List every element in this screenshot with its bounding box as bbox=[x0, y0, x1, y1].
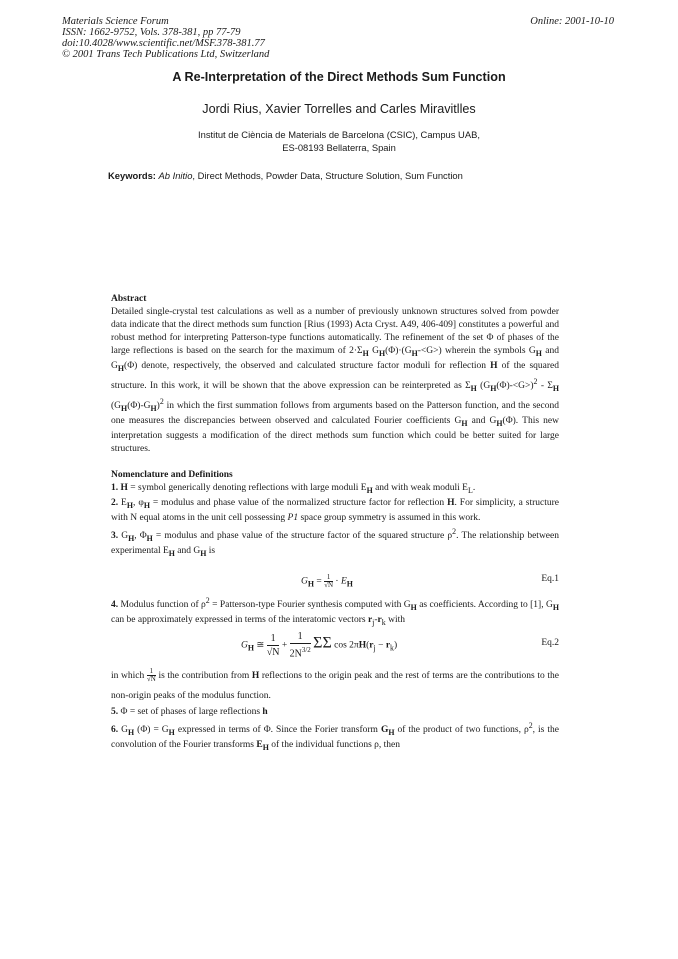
definition-4-block bbox=[111, 594, 559, 629]
affiliation bbox=[0, 128, 678, 154]
doi-link[interactable]: doi:10.4028/www.scientific.net/MSF.378-381.77 bbox=[62, 38, 265, 49]
nomenclature-section bbox=[111, 469, 559, 560]
affiliation-line-1: Institut de Ciència de Materials de Barcelona (CSIC), Campus UAB, bbox=[198, 129, 480, 140]
keywords-label: Keywords: bbox=[108, 170, 156, 181]
abstract-text: Detailed single-crystal test calculations as well as a number of previously unknown structures solved from powder data indicate that the direct methods sum function [Rius (1993) Acta Cryst. A49, 406-409] constitutes a powerful and robust method for interpreting Patterson-type functions automatically. The refinement of the set Φ of phases of the large reflections is based on the search for the maximum of $2\cdot\Sigma_H$ $G_H(\Phi)\cdot(G_H-<G>)$ wherein the symbols $G_H$ and $G_H(\Phi)$ denote, respectively, the observed and calculated structure factor moduli for reflection H of the squared structure. In this work, it will be shown that the above expression can be reinterpreted as $\Sigma_H$ $(G_H(\Phi)-<G>)^2 - \Sigma_H$ $(G_H(\Phi)-G_H)^2$ in which the first summation follows from arguments based on the Patterson function, and the second one measures the discrepancies between observed and calculated Fourier coefficients $G_H$ and $G_H(\Phi)$. This new interpretation suggests a modification of the direct methods sum function which could be better suited for large structures. bbox=[111, 307, 560, 454]
authors: Jordi Rius, Xavier Torrelles and Carles Miravitlles bbox=[202, 102, 476, 116]
definition-1: 1. H = symbol generically denoting reflections with large moduli $E_H$ and with weak moduli $E_L$. bbox=[111, 483, 476, 495]
running-header bbox=[62, 16, 269, 60]
definition-2: 2. $E_H$, $\varphi_H$ = modulus and phase value of the normalized structure factor for reflection H. For simplicity, a structure with N equal atoms in the unit cell possessing P1 space group symmetry is assumed in this work. bbox=[111, 497, 559, 523]
keywords bbox=[108, 170, 463, 181]
abstract-heading: Abstract bbox=[111, 294, 147, 304]
online-date: Online: 2001-10-10 bbox=[530, 16, 614, 27]
definitions-continued bbox=[111, 666, 559, 754]
equation-1-body: $G_H$ = $\frac{1}{√N}$ · $E_H$ bbox=[301, 573, 353, 589]
abstract-section bbox=[111, 293, 559, 456]
equation-2-body: $G_H$ ≅ $\frac{1}{√N}$ + $\frac{1}{2N^{3/2}}$ ΣΣ $\cos 2\pi H(r_j - r_k)$ bbox=[241, 631, 398, 660]
definition-3: 3. $G_H$, $\Phi_H$ = modulus and phase value of the structure factor of the squared structure $\rho^2$. The relationship between experimental $E_H$ and $G_H$ is bbox=[111, 526, 559, 558]
nomenclature-heading: Nomenclature and Definitions bbox=[111, 470, 233, 480]
issn-line: ISSN: 1662-9752, Vols. 378-381, pp 77-79 bbox=[62, 27, 241, 38]
equation-1-number: Eq.1 bbox=[541, 574, 559, 584]
keywords-list: , Direct Methods, Powder Data, Structure Solution, Sum Function bbox=[192, 170, 463, 181]
origin-peak-note: in which $\frac{1}{√N}$ is the contribution from H reflections to the origin peak and the rest of terms are the contributions to the non-origin peaks of the modulus function. bbox=[111, 667, 559, 701]
keyword-ab-initio: Ab Initio bbox=[158, 170, 193, 181]
paper-title: A Re-Interpretation of the Direct Methods Sum Function bbox=[172, 70, 506, 84]
definition-4: 4. Modulus function of $\rho^2$ = Patterson-type Fourier synthesis computed with $G_H$ as coefficients. According to [1], $G_H$ can be approximately expressed in terms of the interatomic vectors $r_j-r_k$ with bbox=[111, 596, 559, 627]
definition-5: 5. Φ = set of phases of large reflections h bbox=[111, 707, 268, 717]
definition-6: 6. $G_H$ $(\Phi) = G_H$ expressed in terms of Φ. Since the Forier transform $G_H$ of the product of two functions, $\rho^2$, is the convolution of the Fourier transforms $E_H$ of the individual functions ρ, then bbox=[111, 721, 559, 752]
copyright-line: © 2001 Trans Tech Publications Ltd, Switzerland bbox=[62, 49, 270, 60]
journal-name: Materials Science Forum bbox=[62, 16, 169, 27]
equation-2 bbox=[111, 630, 559, 664]
equation-2-number: Eq.2 bbox=[541, 638, 559, 648]
affiliation-line-2: ES-08193 Bellaterra, Spain bbox=[282, 142, 396, 153]
